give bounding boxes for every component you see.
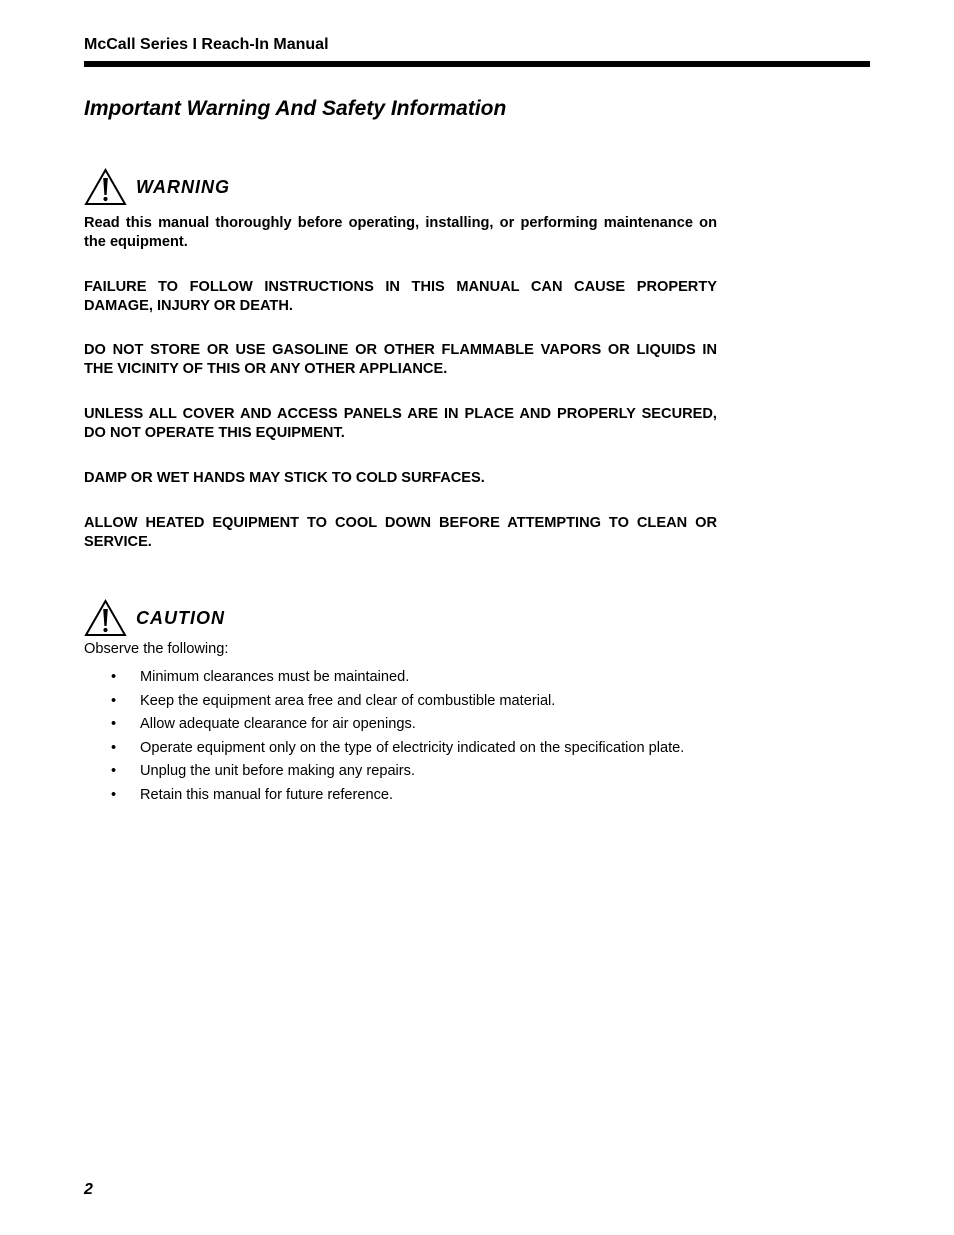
list-item-text: Retain this manual for future reference. [140,786,394,803]
list-item-text: Allow adequate clearance for air openings. [140,716,416,732]
list-item [84,762,717,781]
bullet: • [111,716,117,732]
caution-header [84,599,225,637]
list-item [84,668,717,687]
list-item [84,739,717,758]
warning-paragraph: FAILURE TO FOLLOW INSTRUCTIONS IN THIS MANUAL CAN CAUSE PROPERTY DAMAGE, INJURY OR DEATH. [84,279,717,314]
warning-paragraph: Read this manual thoroughly before operating, installing, or performing maintenance on the equipment. [84,215,717,250]
bullet: • [111,669,117,685]
bullet: • [111,739,117,756]
warning-paragraph: ALLOW HEATED EQUIPMENT TO COOL DOWN BEFORE ATTEMPTING TO CLEAN OR SERVICE. [84,515,717,550]
header-rule [84,61,870,67]
list-item [84,692,717,711]
caution-intro: Observe the following: [84,641,229,657]
bullet: • [111,692,117,709]
warning-paragraph: UNLESS ALL COVER AND ACCESS PANELS ARE IN PLACE AND PROPERLY SECURED, DO NOT OPERATE THIS EQUIPMENT. [84,406,717,441]
bullet: • [111,786,117,803]
running-header-title: McCall Series I Reach-In Manual [84,36,329,53]
list-item [84,786,717,805]
warning-label: WARNING [136,176,230,197]
warning-paragraph: DO NOT STORE OR USE GASOLINE OR OTHER FLAMMABLE VAPORS OR LIQUIDS IN THE VICINITY OF THIS OR ANY OTHER APPLIANCE. [84,342,717,377]
page-title: Important Warning And Safety Information [84,97,507,120]
list-item-text: Minimum clearances must be maintained. [140,669,410,685]
list-item [84,715,717,734]
caution-triangle-icon [84,599,127,637]
warning-paragraph: DAMP OR WET HANDS MAY STICK TO COLD SURFACES. [84,470,485,486]
caution-label: CAUTION [136,607,225,628]
bullet: • [111,763,117,779]
list-item-text: Operate equipment only on the type of electricity indicated on the specification plate. [140,739,685,756]
list-item-text: Unplug the unit before making any repairs. [140,763,416,779]
warning-triangle-icon [84,168,127,206]
page-number: 2 [84,1181,93,1198]
warning-header [84,168,230,206]
caution-list [84,668,717,809]
list-item-text: Keep the equipment area free and clear of combustible material. [140,692,556,709]
